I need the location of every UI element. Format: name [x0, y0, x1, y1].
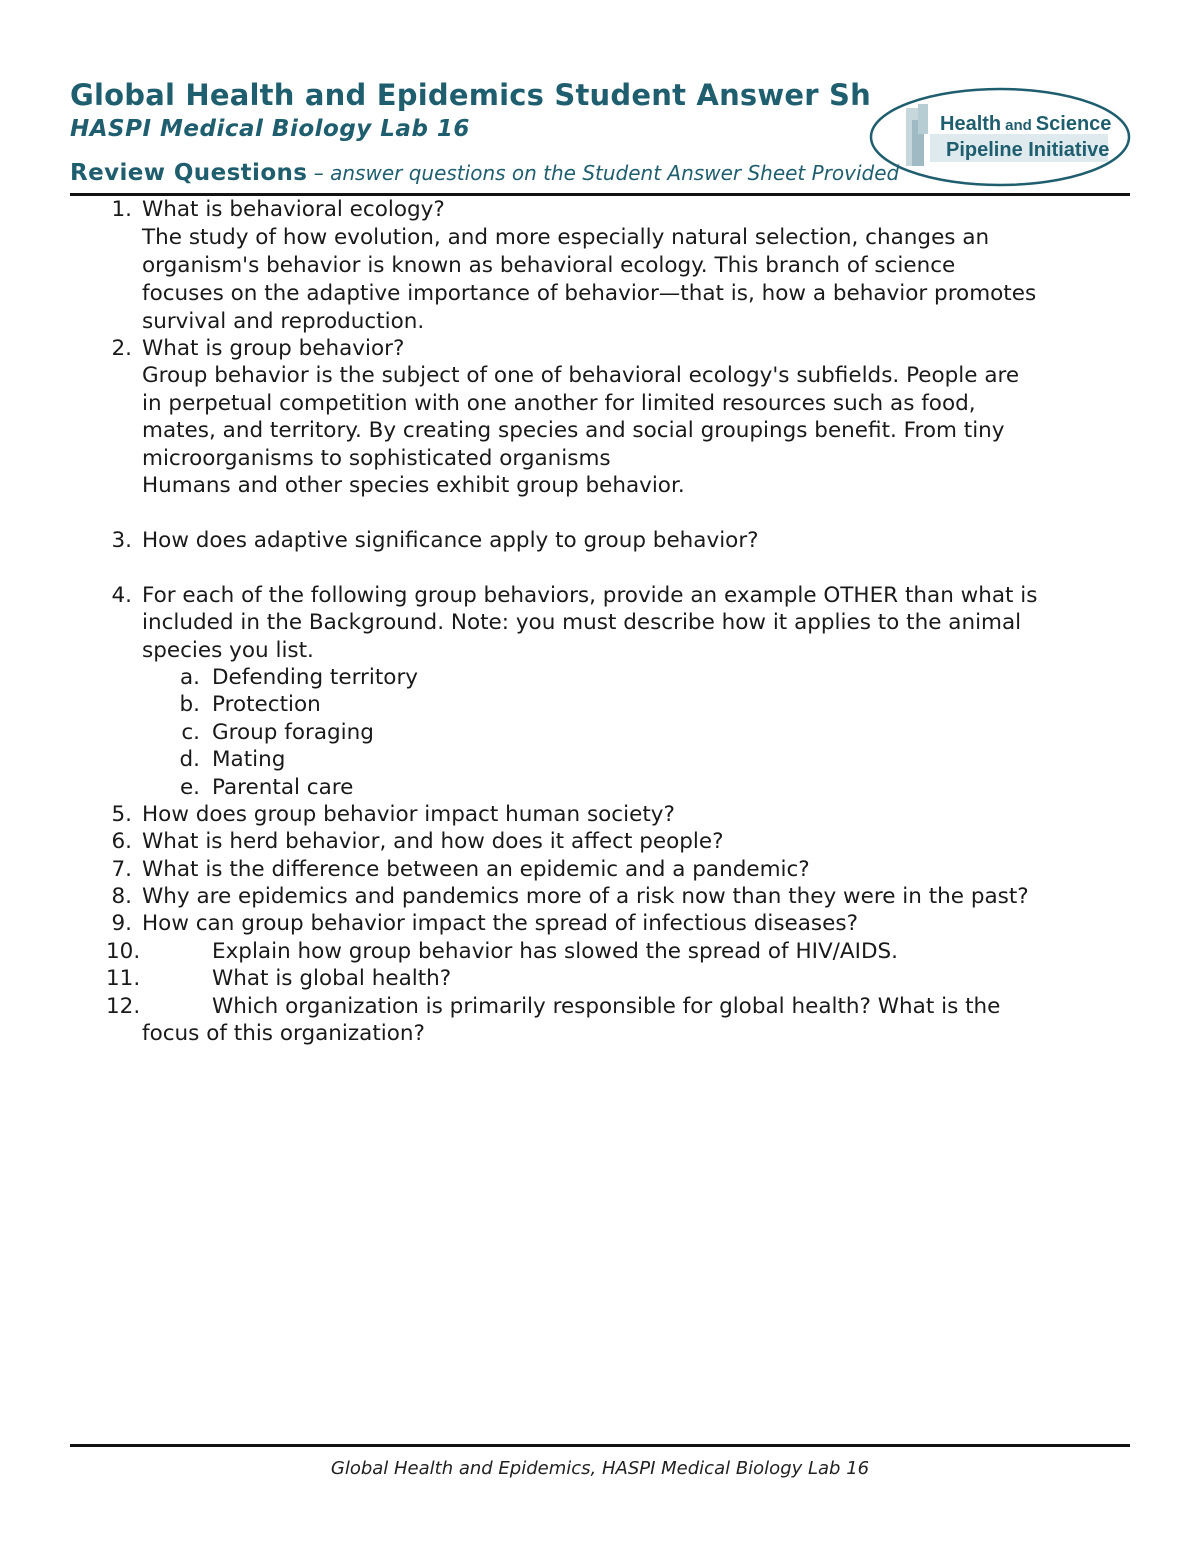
logo-text-line2: Pipeline Initiative: [946, 139, 1110, 161]
question-number: 4.: [111, 583, 132, 608]
page-footer: Global Health and Epidemics, HASPI Medical Biology Lab 16: [330, 1458, 870, 1479]
footer-divider: [70, 1444, 1130, 1447]
sub-item-letter: a.: [179, 665, 200, 690]
sub-item-text: Mating: [212, 747, 286, 772]
question-number: 7.: [111, 857, 132, 882]
question-number: 6.: [111, 829, 132, 854]
question-number: 9.: [111, 911, 132, 936]
question-text: Which organization is primarily responsible for global health? What is the: [212, 994, 1001, 1019]
question-text: Explain how group behavior has slowed the spread of HIV/AIDS.: [212, 939, 898, 964]
review-questions-heading: [70, 160, 899, 186]
question-text: What is global health?: [212, 966, 452, 991]
answer-line: mates, and territory. By creating species and social groupings benefit. From tiny: [142, 418, 1005, 443]
question-number: 5.: [111, 802, 132, 827]
sub-item-text: Group foraging: [212, 720, 374, 745]
sub-item-letter: c.: [181, 720, 200, 745]
question-number: 1.: [111, 197, 132, 222]
sub-item-letter: e.: [179, 775, 200, 800]
sub-item-letter: d.: [179, 747, 200, 772]
answer-line: survival and reproduction.: [142, 309, 425, 334]
haspi-logo: [868, 86, 1132, 188]
logo-text-line1: Health and Science: [940, 113, 1112, 135]
sub-item-text: Protection: [212, 692, 321, 717]
question-text: For each of the following group behaviors, provide an example OTHER than what is: [142, 583, 1038, 608]
question-number: 8.: [111, 884, 132, 909]
sub-item-text: Defending territory: [212, 665, 419, 690]
answer-line: Group behavior is the subject of one of behavioral ecology's subfields. People are: [142, 363, 1020, 388]
page-subtitle: HASPI Medical Biology Lab 16: [70, 116, 470, 142]
answer-line: in perpetual competition with one another for limited resources such as food,: [142, 391, 976, 416]
question-text: What is behavioral ecology?: [142, 197, 445, 222]
question-text: included in the Background. Note: you must describe how it applies to the animal: [142, 610, 1022, 635]
question-text: focus of this organization?: [142, 1021, 425, 1046]
question-text: What is the difference between an epidemic and a pandemic?: [142, 857, 810, 882]
question-number: 2.: [111, 336, 132, 361]
question-text: How does group behavior impact human society?: [142, 802, 675, 827]
review-instructions: – answer questions on the Student Answer Sheet Provided: [307, 161, 900, 185]
question-text: species you list.: [142, 638, 314, 663]
question-number: 10.: [106, 939, 141, 964]
sub-item-text: Parental care: [212, 775, 354, 800]
question-number: 11.: [106, 966, 141, 991]
answer-line: organism's behavior is known as behavioral ecology. This branch of science: [142, 253, 956, 278]
question-number: 12.: [106, 994, 141, 1019]
question-text: Why are epidemics and pandemics more of a risk now than they were in the past?: [142, 884, 1029, 909]
answer-line: The study of how evolution, and more especially natural selection, changes an: [142, 225, 990, 250]
question-text: How does adaptive significance apply to group behavior?: [142, 528, 759, 553]
answer-line: Humans and other species exhibit group behavior.: [142, 473, 685, 498]
question-text: What is herd behavior, and how does it affect people?: [142, 829, 724, 854]
answer-line: focuses on the adaptive importance of behavior—that is, how a behavior promotes: [142, 281, 1037, 306]
question-number: 3.: [111, 528, 132, 553]
sub-item-letter: b.: [179, 692, 200, 717]
answer-line: microorganisms to sophisticated organisms: [142, 446, 611, 471]
question-text: How can group behavior impact the spread of infectious diseases?: [142, 911, 858, 936]
review-label: Review Questions: [70, 160, 308, 186]
page-title: Global Health and Epidemics Student Answer Sh: [70, 78, 871, 112]
question-text: What is group behavior?: [142, 336, 405, 361]
